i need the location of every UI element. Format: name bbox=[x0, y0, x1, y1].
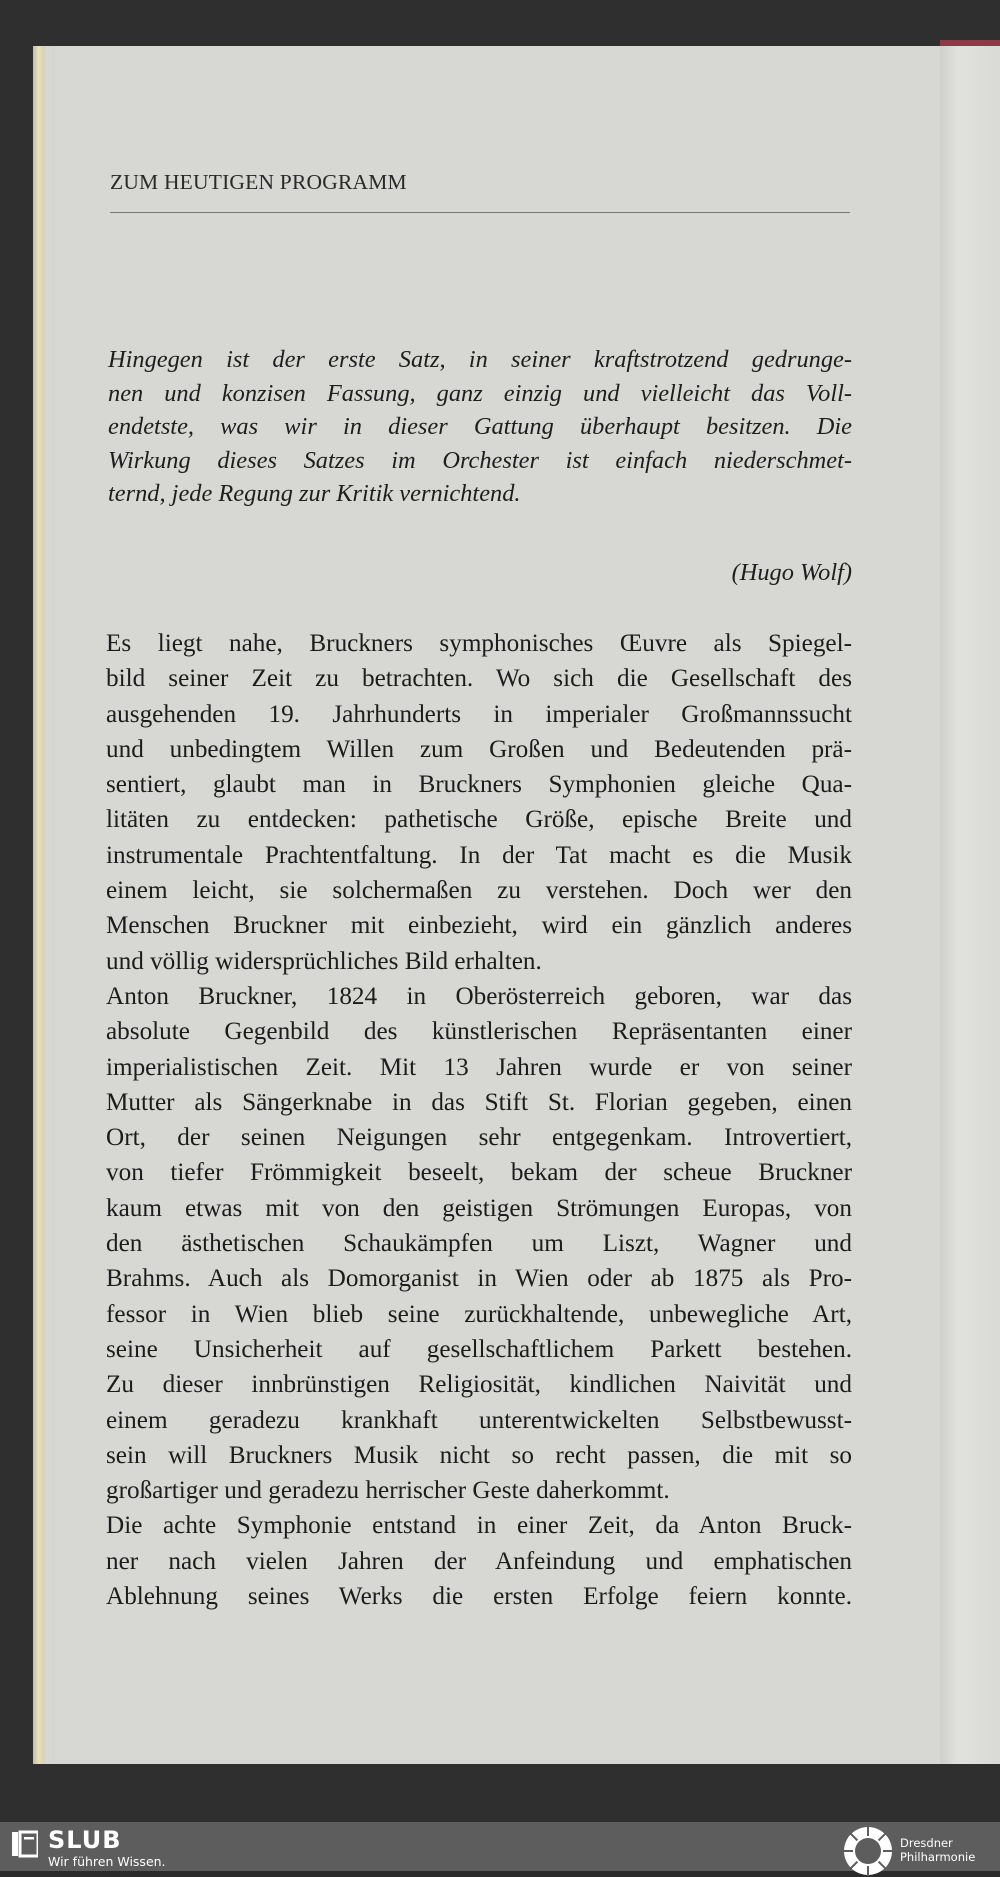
body-line: Die achte Symphonie entstand in einer Zeit, da Anton Bruck- bbox=[106, 1512, 852, 1540]
quote-line: Wirkung dieses Satzes im Orchester ist einfach niederschmet- bbox=[108, 446, 852, 474]
body-line: Ort, der seinen Neigungen sehr entgegenkam. Introvertiert, bbox=[106, 1124, 852, 1152]
library-name: SLUB bbox=[48, 1826, 122, 1854]
epigraph-quote bbox=[108, 343, 852, 511]
body-line: und völlig widersprüchliches Bild erhalten. bbox=[106, 947, 542, 975]
body-line: Anton Bruckner, 1824 in Oberösterreich geboren, war das bbox=[106, 982, 852, 1010]
body-line: bild seiner Zeit zu betrachten. Wo sich die Gesellschaft des bbox=[106, 665, 852, 693]
body-line: Zu dieser innbrünstigen Religiosität, kindlichen Naivität und bbox=[106, 1371, 852, 1399]
philharmonie-logo-icon bbox=[842, 1825, 894, 1877]
body-line: Mutter als Sängerknabe in das Stift St. Florian gegeben, einen bbox=[106, 1088, 852, 1116]
body-line: fessor in Wien blieb seine zurückhaltende, unbewegliche Art, bbox=[106, 1300, 852, 1328]
body-line: ausgehenden 19. Jahrhunderts in imperialer Großmannssucht bbox=[106, 700, 852, 728]
partner-name bbox=[900, 1836, 975, 1864]
header-rule bbox=[110, 212, 850, 213]
body-line: instrumentale Prachtentfaltung. In der Tat macht es die Musik bbox=[106, 841, 852, 869]
body-line: sentiert, glaubt man in Bruckners Symphonien gleiche Qua- bbox=[106, 771, 852, 799]
body-line: großartiger und geradezu herrischer Geste daherkommt. bbox=[106, 1477, 670, 1505]
body-line: einem geradezu krankhaft unterentwickelten Selbstbewusst- bbox=[106, 1406, 852, 1434]
body-line: absolute Gegenbild des künstlerischen Repräsentanten einer bbox=[106, 1018, 852, 1046]
body-line: kaum etwas mit von den geistigen Strömungen Europas, von bbox=[106, 1194, 852, 1222]
body-line: Brahms. Auch als Domorganist in Wien oder ab 1875 als Pro- bbox=[106, 1265, 852, 1293]
body-line: litäten zu entdecken: pathetische Größe, epische Breite und bbox=[106, 806, 852, 834]
body-text bbox=[106, 626, 852, 1614]
body-line: einem leicht, sie solchermaßen zu verstehen. Doch wer den bbox=[106, 877, 852, 905]
partner-name-line2: Philharmonie bbox=[900, 1850, 976, 1864]
body-line: Menschen Bruckner mit einbezieht, wird ein gänzlich anderes bbox=[106, 912, 852, 940]
body-line: seine Unsicherheit auf gesellschaftlichem Parkett bestehen. bbox=[106, 1335, 852, 1363]
body-line: Es liegt nahe, Bruckners symphonisches Œuvre als Spiegel- bbox=[106, 630, 852, 657]
library-tagline: Wir führen Wissen. bbox=[48, 1854, 166, 1869]
body-line: imperialistischen Zeit. Mit 13 Jahren wurde er von seiner bbox=[106, 1053, 852, 1081]
body-line: von tiefer Frömmigkeit beseelt, bekam der scheue Bruckner bbox=[106, 1159, 852, 1187]
section-header: ZUM HEUTIGEN PROGRAMM bbox=[110, 170, 407, 194]
slub-logo-icon bbox=[12, 1830, 38, 1858]
body-line: den ästhetischen Schaukämpfen um Liszt, Wagner und bbox=[106, 1230, 852, 1258]
page-edge-right bbox=[940, 46, 1000, 1764]
body-line: ner nach vielen Jahren der Anfeindung und emphatischen bbox=[106, 1547, 852, 1575]
quote-line: endetste, was wir in dieser Gattung überhaupt besitzen. Die bbox=[108, 413, 852, 440]
body-line: und unbedingtem Willen zum Großen und Bedeutenden prä- bbox=[106, 735, 852, 763]
page-edge-left bbox=[33, 46, 55, 1764]
quote-line: Hingegen ist der erste Satz, in seiner kraftstrotzend gedrunge- bbox=[108, 346, 852, 373]
body-line: Ablehnung seines Werks die ersten Erfolge feiern konnte. bbox=[106, 1583, 852, 1611]
footer-bar bbox=[0, 1822, 1000, 1871]
body-line: sein will Bruckners Musik nicht so recht passen, die mit so bbox=[106, 1441, 852, 1469]
quote-line: nen und konzisen Fassung, ganz einzig und vielleicht das Voll- bbox=[108, 379, 852, 407]
quote-line: ternd, jede Regung zur Kritik vernichtend. bbox=[108, 480, 521, 507]
quote-author: (Hugo Wolf) bbox=[731, 559, 852, 586]
partner-name-line1: Dresdner bbox=[900, 1836, 953, 1850]
